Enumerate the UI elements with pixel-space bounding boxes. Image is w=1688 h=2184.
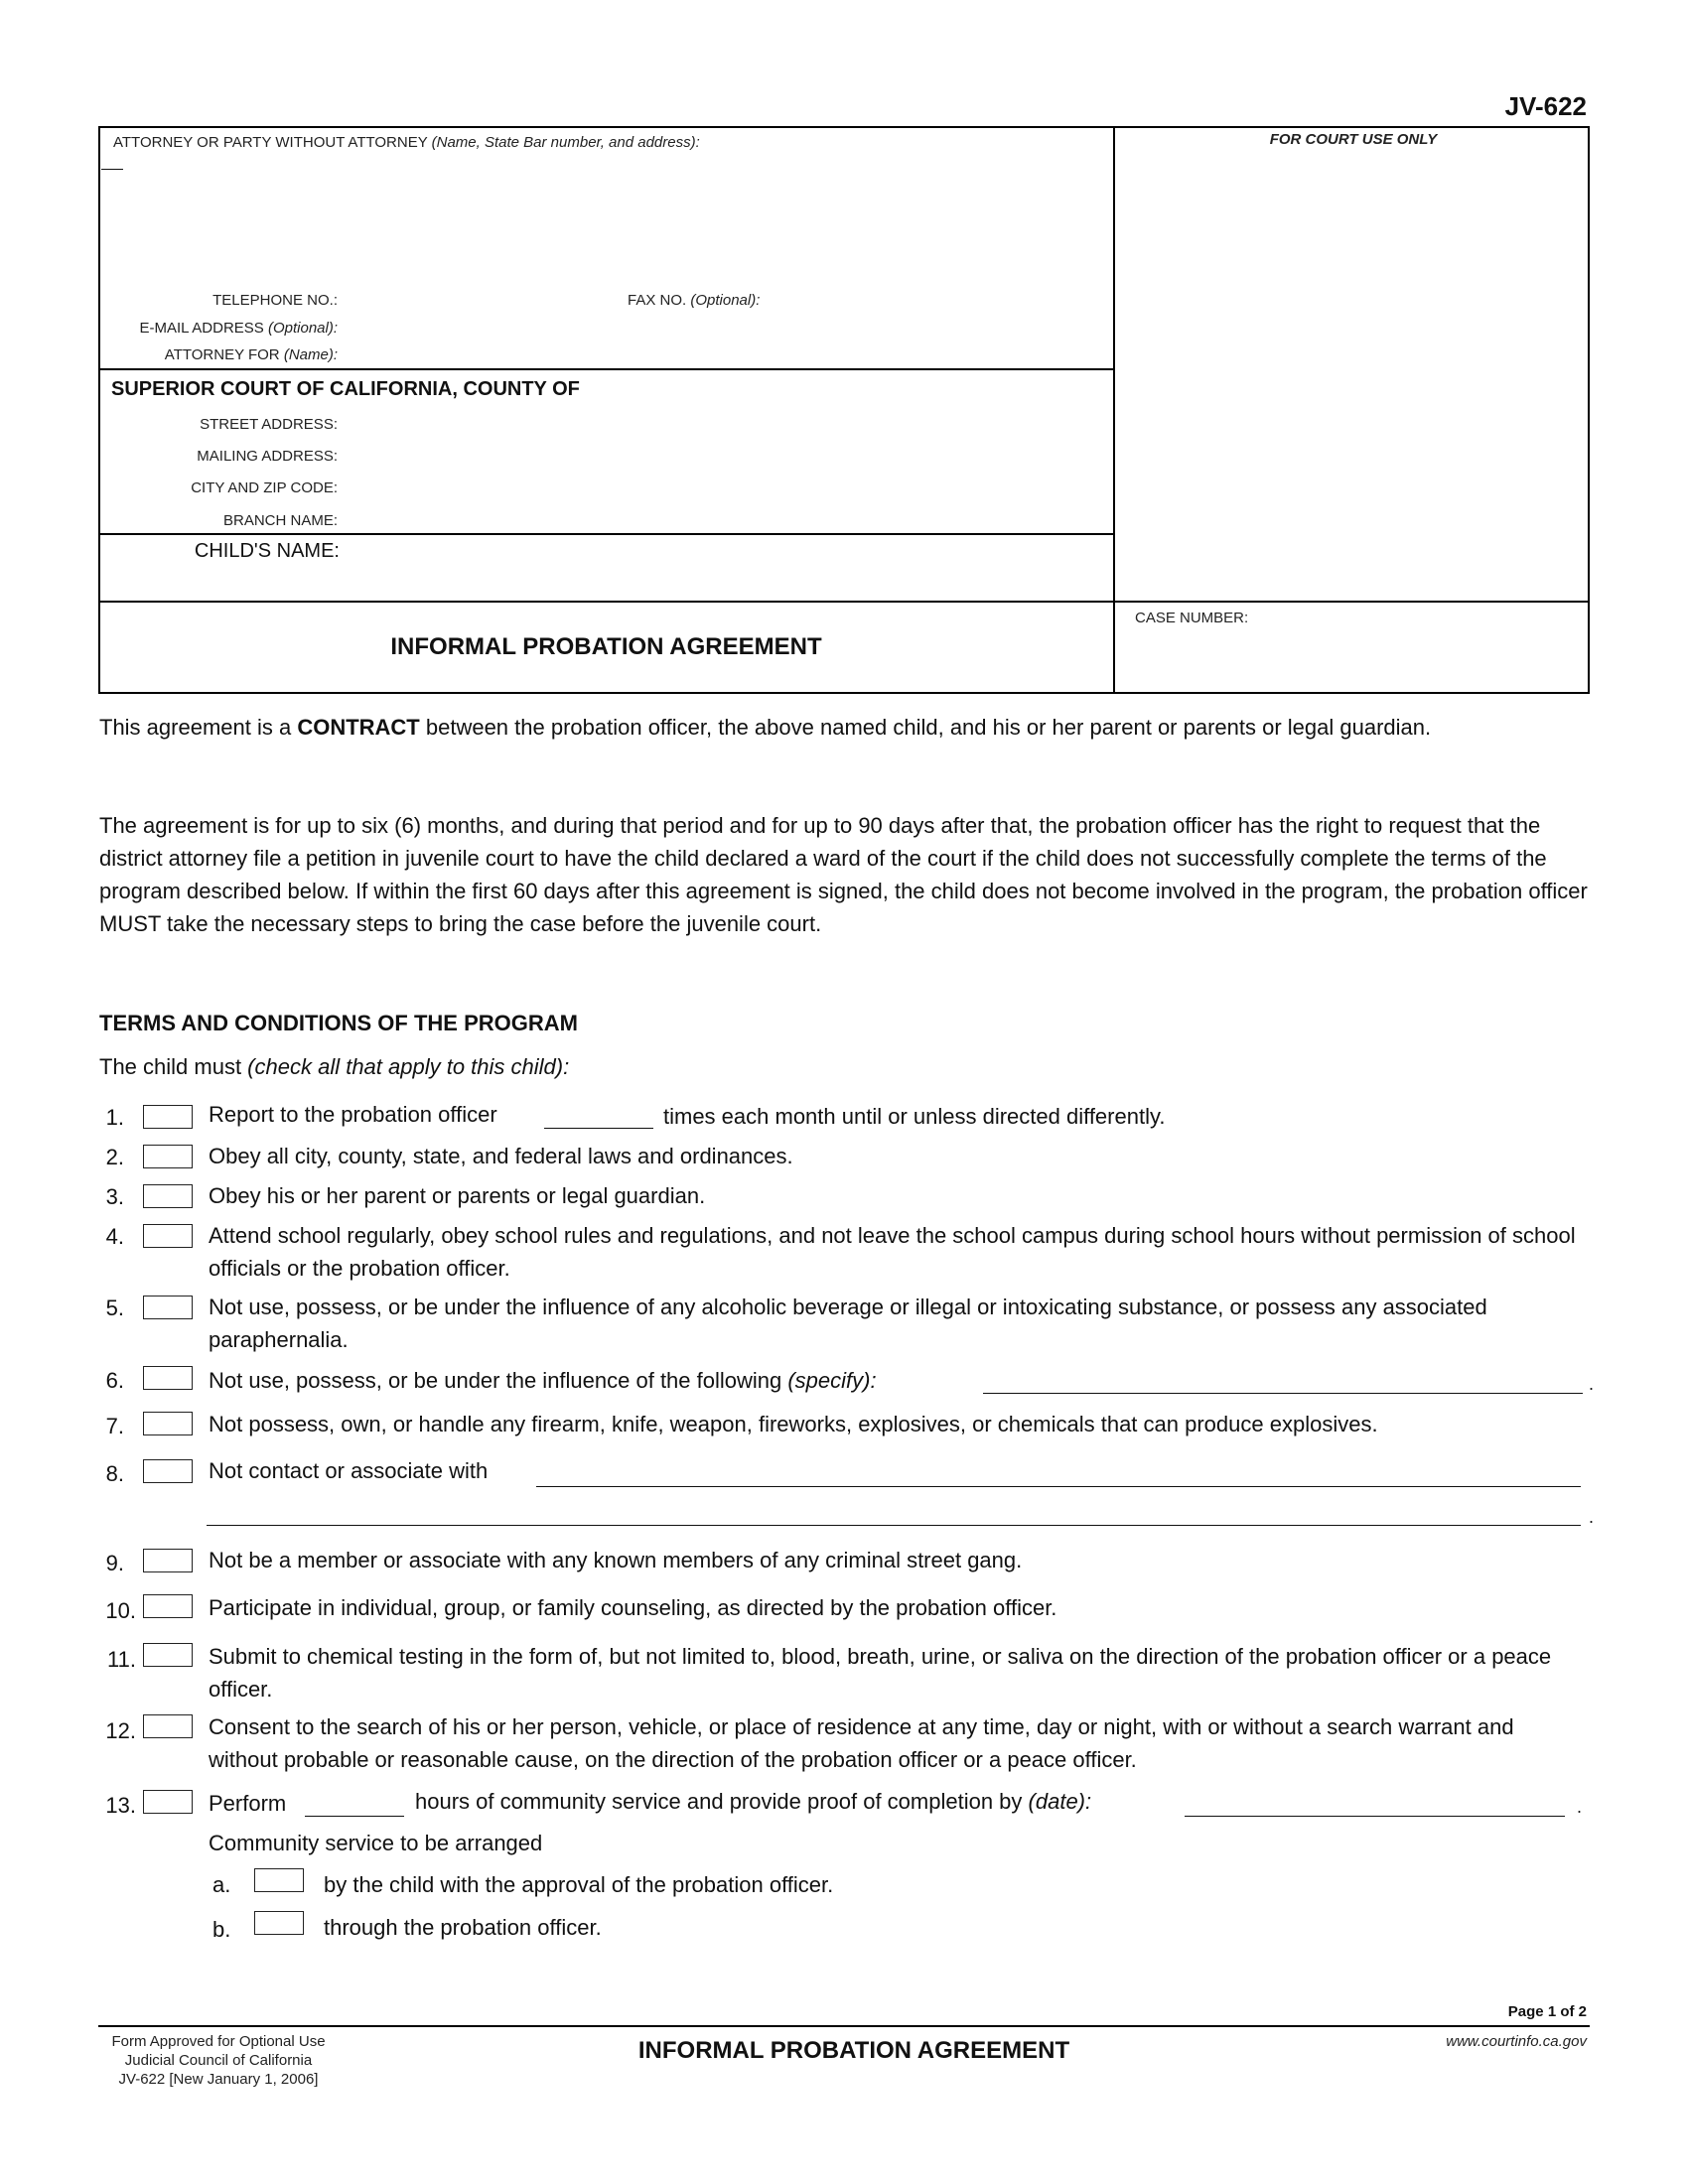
item-1-text-b: times each month until or unless directed differently. bbox=[663, 1104, 1166, 1129]
intro-paragraph-2: The agreement is for up to six (6) months, and during that period and for up to 90 days after that, the probation officer has the right to request that the district attorney file a petition in juvenile court to have the child declared a ward of the court if the child does not successfully complete the terms of the program described below. If within the first 60 days after this agreement is signed, the child does not become involved in the program, the probation officer MUST take the necessary steps to bring the case before the juvenile court. bbox=[99, 813, 1588, 936]
item-8-text: Not contact or associate with bbox=[209, 1458, 489, 1483]
fax-label: FAX NO. (Optional): bbox=[628, 292, 761, 309]
item-11-text: Submit to chemical testing in the form of, but not limited to, blood, breath, urine, or saliva on the direction of the probation officer or a peace officer. bbox=[209, 1644, 1552, 1702]
item-7-checkbox[interactable] bbox=[143, 1412, 193, 1435]
item-number: 12. bbox=[105, 1718, 136, 1743]
item-number: 4. bbox=[105, 1224, 124, 1249]
item-8-contact-field-1[interactable] bbox=[536, 1464, 1581, 1487]
item-6-specify-field[interactable] bbox=[983, 1371, 1583, 1394]
court-title: SUPERIOR COURT OF CALIFORNIA, COUNTY OF bbox=[111, 378, 580, 400]
item-number: 5. bbox=[105, 1296, 124, 1320]
telephone-field[interactable] bbox=[343, 290, 611, 312]
caption-box bbox=[98, 126, 1590, 694]
item-3-checkbox[interactable] bbox=[143, 1184, 193, 1208]
terms-heading: TERMS AND CONDITIONS OF THE PROGRAM bbox=[99, 1011, 578, 1035]
item-9-text: Not be a member or associate with any known members of any criminal street gang. bbox=[209, 1548, 1023, 1572]
sub-b-letter: b. bbox=[212, 1917, 231, 1942]
item-13-hours-field[interactable] bbox=[305, 1794, 404, 1817]
case-number-field[interactable] bbox=[1135, 645, 1572, 667]
item-6-checkbox[interactable] bbox=[143, 1366, 193, 1390]
footer-title: INFORMAL PROBATION AGREEMENT bbox=[637, 2037, 1070, 2064]
item-5-text: Not use, possess, or be under the influence of any alcoholic beverage or illegal or intoxicating substance, or possess any associated paraphernalia. bbox=[209, 1295, 1487, 1352]
community-service-label: Community service to be arranged bbox=[209, 1831, 543, 1855]
item-11-checkbox[interactable] bbox=[143, 1643, 193, 1667]
item-number: 6. bbox=[105, 1368, 124, 1393]
child-name-label: CHILD'S NAME: bbox=[194, 540, 340, 562]
city-zip-label: CITY AND ZIP CODE: bbox=[191, 479, 338, 496]
city-zip-field[interactable] bbox=[343, 478, 1077, 499]
item-10-checkbox[interactable] bbox=[143, 1594, 193, 1618]
item-13-date-field[interactable] bbox=[1185, 1794, 1565, 1817]
item-10-text: Participate in individual, group, or family counseling, as directed by the probation officer. bbox=[209, 1595, 1057, 1620]
item-4-text: Attend school regularly, obey school rules and regulations, and not leave the school campus during school hours without permission of school officials or the probation officer. bbox=[209, 1223, 1576, 1281]
item-number: 13. bbox=[105, 1793, 136, 1818]
footer-url[interactable]: www.courtinfo.ca.gov bbox=[1446, 2033, 1587, 2050]
branch-label: BRANCH NAME: bbox=[222, 512, 338, 529]
email-label: E-MAIL ADDRESS (Optional): bbox=[139, 320, 338, 337]
item-4-checkbox[interactable] bbox=[143, 1224, 193, 1248]
intro-paragraph-1: This agreement is a CONTRACT between the probation officer, the above named child, and his or her parent or parents or legal guardian. bbox=[99, 715, 1432, 740]
sub-a-checkbox[interactable] bbox=[254, 1868, 304, 1892]
item-7-text: Not possess, own, or handle any firearm, knife, weapon, fireworks, explosives, or chemicals that can produce explosives. bbox=[209, 1412, 1378, 1436]
item-1-checkbox[interactable] bbox=[143, 1105, 193, 1129]
item-number: 9. bbox=[105, 1551, 124, 1575]
attorney-info-field[interactable] bbox=[129, 167, 1082, 189]
item-number: 8. bbox=[105, 1461, 124, 1486]
footer-approved: Form Approved for Optional Use Judicial Council of California JV-622 [New January 1, 2006] bbox=[111, 2033, 326, 2088]
item-12-text: Consent to the search of his or her person, vehicle, or place of residence at any time, day or night, with or without a search warrant and without probable or reasonable cause, on the direction of the probation officer or a peace officer. bbox=[209, 1714, 1514, 1772]
item-8-checkbox[interactable] bbox=[143, 1459, 193, 1483]
child-name-field[interactable] bbox=[350, 542, 1084, 564]
item-1-times-field[interactable] bbox=[544, 1106, 653, 1129]
item-9-checkbox[interactable] bbox=[143, 1549, 193, 1572]
item-number: 11. bbox=[107, 1647, 136, 1672]
item-number: 10. bbox=[105, 1598, 136, 1623]
sub-b-checkbox[interactable] bbox=[254, 1911, 304, 1935]
email-field[interactable] bbox=[343, 318, 1077, 340]
item-8-contact-field-2[interactable] bbox=[207, 1503, 1581, 1526]
attorney-for-label: ATTORNEY FOR (Name): bbox=[164, 346, 338, 363]
attorney-label: ATTORNEY OR PARTY WITHOUT ATTORNEY (Name, State Bar number, and address): bbox=[113, 134, 700, 151]
sub-a-text: by the child with the approval of the probation officer. bbox=[324, 1872, 834, 1897]
item-1-text-a: Report to the probation officer bbox=[209, 1102, 497, 1127]
attorney-marker bbox=[101, 169, 123, 170]
item-number: 1. bbox=[105, 1105, 124, 1130]
item-number: 7. bbox=[105, 1414, 124, 1438]
item-number: 2. bbox=[105, 1145, 124, 1169]
page-indicator: Page 1 of 2 bbox=[1507, 2003, 1587, 2020]
street-label: STREET ADDRESS: bbox=[200, 416, 338, 433]
caption-divider bbox=[1113, 126, 1115, 694]
mailing-label: MAILING ADDRESS: bbox=[197, 448, 338, 465]
item-13-text-b: hours of community service and provide proof of completion by (date): bbox=[415, 1789, 1092, 1814]
case-number-label: CASE NUMBER: bbox=[1135, 610, 1249, 626]
branch-field[interactable] bbox=[343, 510, 1077, 532]
item-2-text: Obey all city, county, state, and federal laws and ordinances. bbox=[209, 1144, 793, 1168]
item-13-checkbox[interactable] bbox=[143, 1790, 193, 1814]
item-6-text: Not use, possess, or be under the influence of the following (specify): bbox=[209, 1368, 877, 1393]
sub-a-letter: a. bbox=[212, 1872, 231, 1897]
court-use-label: FOR COURT USE ONLY bbox=[1269, 131, 1438, 148]
sub-b-text: through the probation officer. bbox=[324, 1915, 602, 1940]
footer-rule bbox=[98, 2025, 1590, 2027]
telephone-label: TELEPHONE NO.: bbox=[212, 292, 338, 309]
attorney-for-field[interactable] bbox=[343, 344, 1077, 366]
item-5-checkbox[interactable] bbox=[143, 1296, 193, 1319]
fax-field[interactable] bbox=[784, 290, 1082, 312]
terms-instruction: The child must (check all that apply to this child): bbox=[99, 1054, 570, 1079]
item-13-text-a: Perform bbox=[209, 1791, 287, 1816]
item-12-checkbox[interactable] bbox=[143, 1714, 193, 1738]
mailing-field[interactable] bbox=[343, 446, 1077, 468]
item-2-checkbox[interactable] bbox=[143, 1145, 193, 1168]
item-number: 3. bbox=[105, 1184, 124, 1209]
form-id: JV-622 bbox=[1504, 91, 1587, 121]
form-title: INFORMAL PROBATION AGREEMENT bbox=[390, 633, 822, 660]
street-field[interactable] bbox=[343, 414, 1077, 436]
item-3-text: Obey his or her parent or parents or legal guardian. bbox=[209, 1183, 706, 1208]
